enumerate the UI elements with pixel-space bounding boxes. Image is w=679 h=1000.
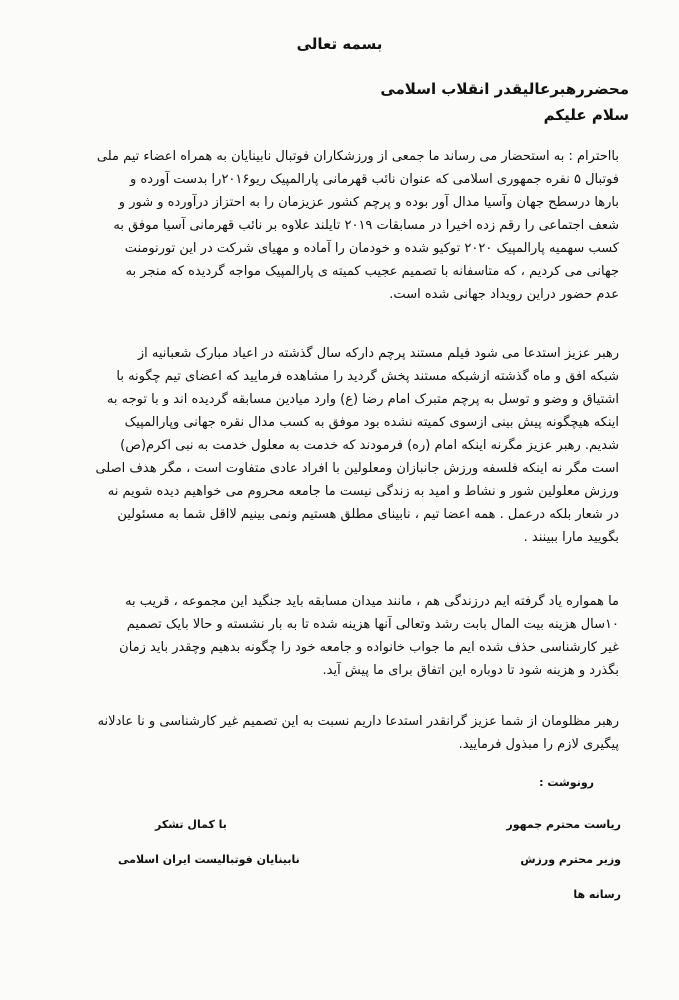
- text-line: ورزش معلولین شور و نشاط و امید به زندگی نیست ما جامعه محروم می خواهیم دیده شویم نه: [107, 484, 619, 499]
- text-line: اینکه هیچگونه پیش بینی ازسوی کمیته نشده بود موفق به کسب مدال نقره جهانی وپارالمپیک: [124, 415, 619, 430]
- paragraph-2: [52, 342, 619, 549]
- greeting: سلام علیکم: [543, 106, 629, 124]
- text-line: ۱۰سال هزینه بیت المال بابت رشد وتعالی آنها هزینه شده تا به بار نشسته و حالا بایک تصمیم: [126, 617, 619, 632]
- addressee: محضررهبرعالیقدر انقلاب اسلامی: [380, 80, 629, 98]
- text-line: شعف اجتماعی را رقم زده اخیرا در مسابقات ۲۰۱۹ تایلند علاوه بر نائب قهرمانی آسیا موفق به: [113, 218, 619, 233]
- text-line: بااحترام : به استحضار می رساند ما جمعی از ورزشکاران فوتبال نابینایان به همراه اعضاء تیم ملی: [96, 149, 619, 164]
- paragraph-1: [52, 145, 619, 306]
- letter-title: بسمه تعالی: [296, 35, 383, 53]
- signature: نابینایان فوتبالیست ایران اسلامی: [118, 853, 300, 866]
- text-line: است مگر نه اینکه فلسفه ورزش جانبازان ومعلولین با افراد عادی متفاوت است ، مگر هدف اصلی: [95, 461, 619, 476]
- text-line: ما همواره یاد گرفته ایم درزندگی هم ، مانند میدان مسابقه باید جنگید این مجموعه ، قریب به: [125, 594, 619, 609]
- text-line: پیگیری لازم را مبذول فرمایید.: [458, 737, 619, 752]
- text-line: کسب سهمیه پارالمپیک ۲۰۲۰ توکیو شده و خودمان را آماده و مهیای شرکت در این تورنومنت: [124, 241, 619, 256]
- paragraph-4: [52, 710, 619, 756]
- text-line: فوتبال ۵ نفره جمهوری اسلامی که عنوان نائب قهرمانی پارالمپیک ریو۲۰۱۶را بدست آورده و: [130, 172, 619, 187]
- text-line: رهبر مظلومان از شما عزیز گرانقدر استدعا داریم نسبت به این تصمیم غیر کارشناسی و نا عادلانه: [97, 714, 619, 729]
- cc-recipient: وزیر محترم ورزش: [520, 853, 621, 866]
- text-line: بارها درسطح جهان وآسیا مدال آور بوده و پرچم کشور عزیزمان را به احتزاز درآورده و شور و: [118, 195, 619, 210]
- text-line: بگویید مارا ببینند .: [523, 530, 619, 545]
- text-line: رهبر عزیز استدعا می شود فیلم مستند پرچم دارکه سال گذشته در اعیاد مبارک شعبانیه از: [137, 346, 619, 361]
- text-line: شبکه افق و ماه گذشته ازشبکه مستند پخش گردید را مشاهده فرمایید که اعضای تیم چگونه با: [116, 369, 619, 384]
- text-line: در شعار بلکه درعمل . همه اعضا تیم ، نابینای مطلق هستیم ونمی بینیم لااقل شما به مسئولین: [117, 507, 619, 522]
- paragraph-3: [52, 590, 619, 682]
- text-line: عدم حضور دراین رویداد جهانی شده است.: [389, 287, 619, 302]
- cc-recipient: ریاست محترم جمهور: [506, 818, 621, 831]
- text-line: بگذرد و هزینه شود تا دوباره این اتفاق برای ما پیش آید.: [322, 663, 619, 678]
- text-line: اشتیاق و وضو و توسل به پرچم متبرک امام رضا (ع) وارد میادین مسابقه گردیده اند و با توجه به: [106, 392, 619, 407]
- text-line: غیر کارشناسی حذف شده ایم ما جواب خانواده و جامعه خود را چگونه بدهیم وچقدر باید زمان: [119, 640, 619, 655]
- closing: با کمال تشکر: [155, 818, 227, 831]
- text-line: جهانی می کردیم ، که متاسفانه با تصمیم عجیب کمیته ی پارالمپیک مواجه گردیده که منجر به: [125, 264, 619, 279]
- cc-label: رونوشت :: [539, 776, 594, 789]
- cc-recipient: رسانه ها: [573, 888, 621, 901]
- text-line: شدیم. رهبر عزیز مگرنه اینکه امام (ره) فرمودند که خدمت به معلول خدمت به نبی اکرم(ص): [120, 438, 619, 453]
